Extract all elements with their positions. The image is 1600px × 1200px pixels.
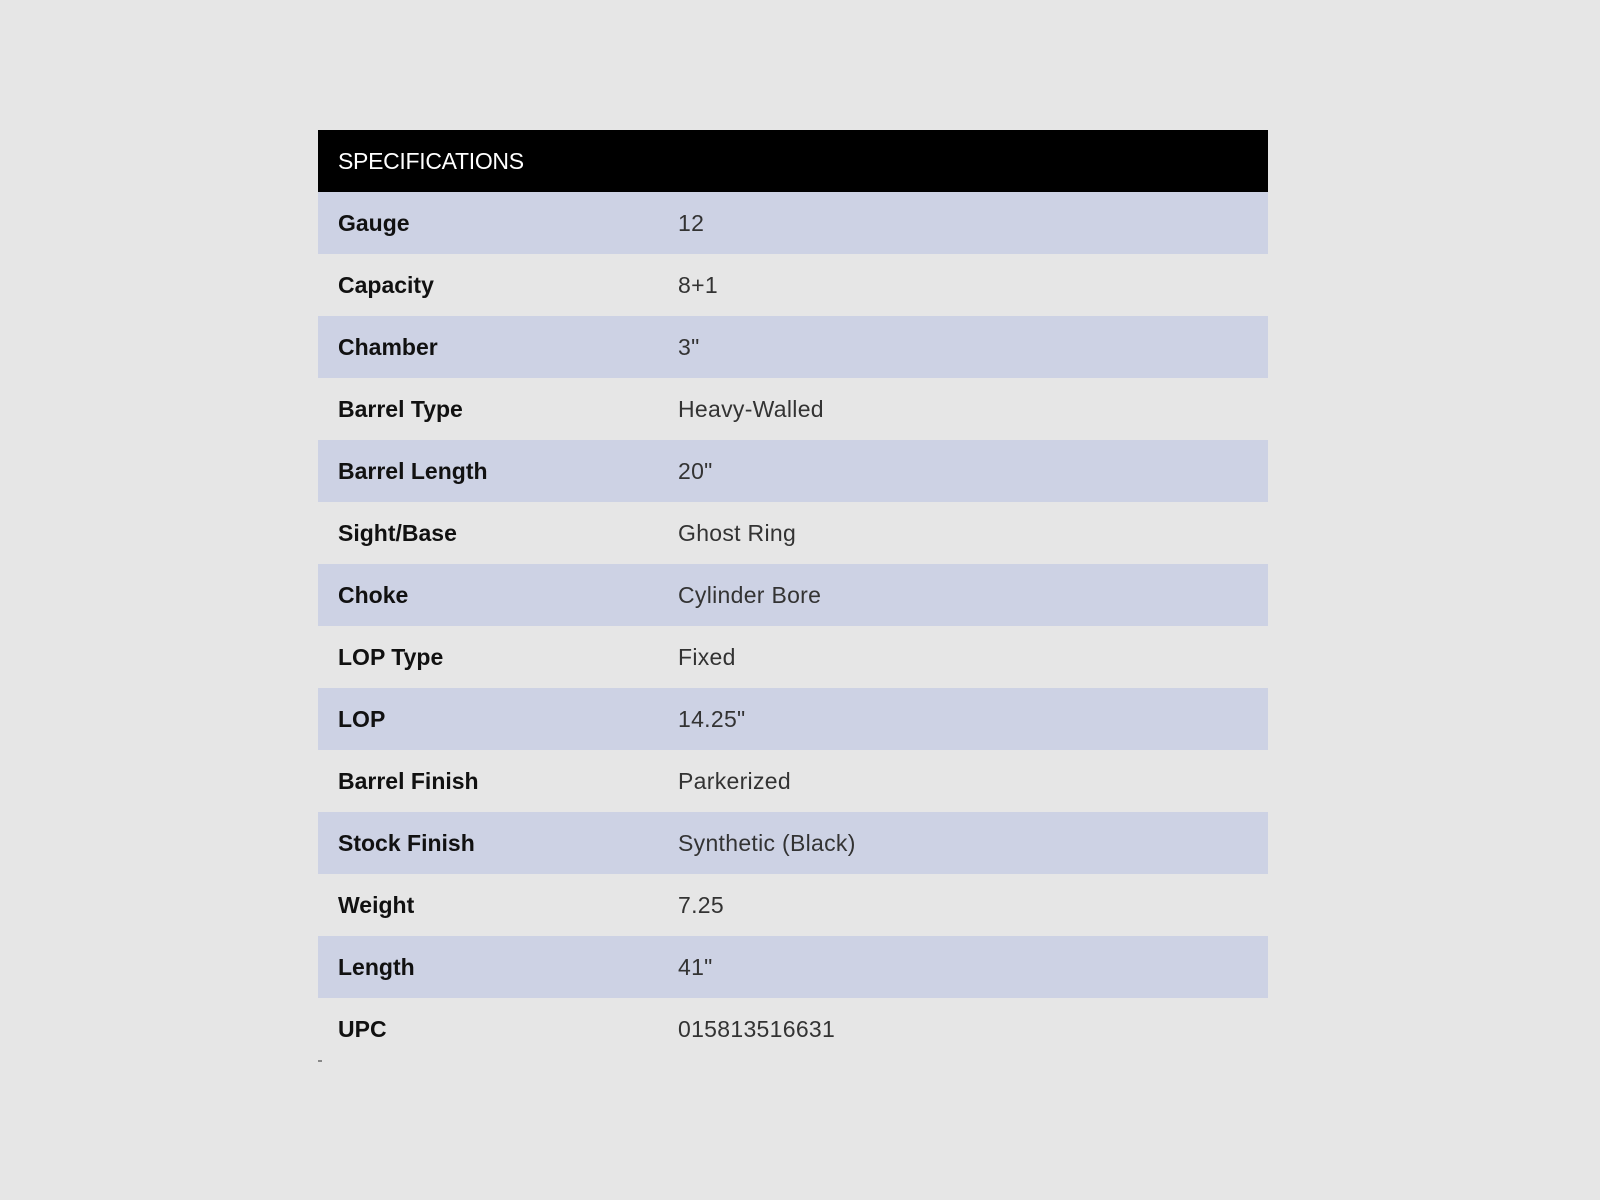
spec-value: 7.25 [678, 891, 724, 918]
spec-label: Chamber [338, 333, 438, 360]
table-row-barrel-type [318, 378, 1268, 440]
spec-value: 3" [678, 333, 700, 360]
table-row-choke [318, 564, 1268, 626]
table-row-length [318, 936, 1268, 998]
spec-value: 20" [678, 457, 713, 484]
spec-label: Barrel Finish [338, 767, 479, 794]
spec-value: Parkerized [678, 767, 791, 794]
specifications-table [318, 130, 1268, 1060]
spec-value: Ghost Ring [678, 519, 797, 546]
table-row-stock-finish [318, 812, 1268, 874]
spec-label: LOP Type [338, 643, 444, 670]
spec-label: Sight/Base [338, 519, 457, 546]
spec-label: Capacity [338, 271, 434, 298]
spec-value: Cylinder Bore [678, 581, 822, 608]
spec-label: Barrel Length [338, 457, 488, 484]
spec-label: Gauge [338, 209, 410, 236]
spec-value: 14.25" [678, 705, 746, 732]
spec-label: Stock Finish [338, 829, 475, 856]
table-row-barrel-length [318, 440, 1268, 502]
spec-label: UPC [338, 1015, 387, 1042]
table-row-lop-type [318, 626, 1268, 688]
table-row-upc [318, 998, 1268, 1060]
spec-value: 12 [678, 209, 705, 236]
spec-value: 41" [678, 953, 713, 980]
table-row-lop [318, 688, 1268, 750]
spec-label: Weight [338, 891, 415, 918]
spec-value: 8+1 [678, 271, 718, 298]
spec-label: Length [338, 953, 415, 980]
specifications-header [318, 130, 1268, 192]
specifications-title: SPECIFICATIONS [338, 147, 524, 174]
divider-mark [318, 1060, 322, 1062]
table-row-weight [318, 874, 1268, 936]
spec-label: LOP [338, 705, 386, 732]
table-row-gauge [318, 192, 1268, 254]
table-row-chamber [318, 316, 1268, 378]
spec-label: Barrel Type [338, 395, 463, 422]
spec-value: Fixed [678, 643, 736, 670]
table-row-sight-base [318, 502, 1268, 564]
spec-value: Heavy-Walled [678, 395, 824, 422]
spec-value: 015813516631 [678, 1015, 836, 1042]
table-row-barrel-finish [318, 750, 1268, 812]
spec-label: Choke [338, 581, 409, 608]
spec-value: Synthetic (Black) [678, 829, 856, 856]
table-row-capacity [318, 254, 1268, 316]
